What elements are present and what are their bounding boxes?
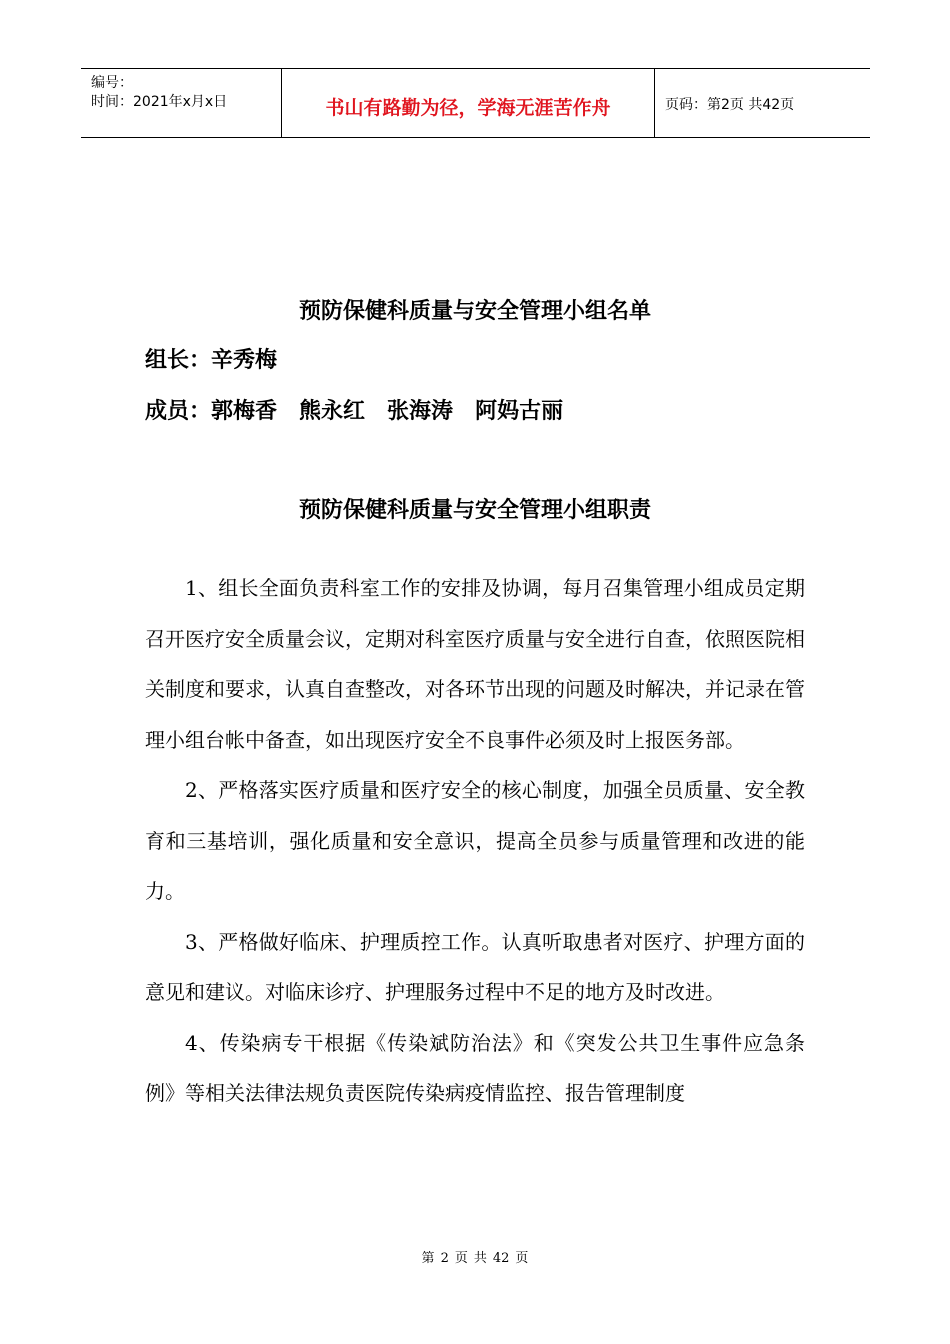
footer-total-pages: 42: [492, 1251, 510, 1266]
duties-title: 预防保健科质量与安全管理小组职责: [298, 497, 651, 523]
member-name: 熊永红: [299, 398, 366, 424]
leader-line: 组长：辛秀梅: [145, 347, 278, 373]
footer-page-number: 2: [440, 1251, 449, 1266]
header-motto: 书山有路勤为径，学海无涯苦作舟: [325, 97, 611, 119]
duty-paragraph: 4、传染病专干根据《传染斌防治法》和《突发公共卫生事件应急条例》等相关法律法规负责医院传染病疫情监控、报告管理制度: [145, 1030, 805, 1105]
page-footer: [0, 1247, 950, 1266]
duties-body: [145, 563, 805, 1119]
members-title: 预防保健科质量与安全管理小组名单: [298, 298, 651, 324]
page-header: [81, 68, 870, 138]
footer-part: 页: [515, 1251, 529, 1266]
members-label: 成员：: [145, 398, 212, 424]
duty-paragraph: 3、严格做好临床、护理质控工作。认真听取患者对医疗、护理方面的意见和建议。对临床诊疗、护理服务过程中不足的地方及时改进。: [145, 929, 805, 1004]
member-name: 郭梅香: [211, 398, 278, 424]
document-time-label: 时间：2021年x月x日: [91, 94, 228, 110]
header-motto-cell: [282, 69, 655, 137]
document-number-label: 编号：: [91, 75, 133, 91]
footer-part: 第: [421, 1251, 435, 1266]
members-line: [145, 394, 563, 425]
member-name: 阿妈古丽: [475, 398, 564, 424]
header-meta-cell: [81, 69, 282, 137]
duty-paragraph: 1、组长全面负责科室工作的安排及协调，每月召集管理小组成员定期召开医疗安全质量会议，定期对科室医疗质量与安全进行自查，依照医院相关制度和要求，认真自查整改，对各环节出现的问题及时解决，并记录在管理小组台帐中备查，如出现医疗安全不良事件必须及时上报医务部。: [145, 576, 805, 752]
footer-part: 页: [454, 1251, 468, 1266]
member-name: 张海涛: [387, 398, 454, 424]
header-page-info: 页码：第2页 共42页: [665, 97, 795, 113]
footer-part: 共: [473, 1251, 487, 1266]
duty-paragraph: 2、严格落实医疗质量和医疗安全的核心制度，加强全员质量、安全教育和三基培训，强化质量和安全意识，提高全员参与质量管理和改进的能力。: [145, 778, 805, 903]
header-page-cell: [655, 69, 870, 137]
